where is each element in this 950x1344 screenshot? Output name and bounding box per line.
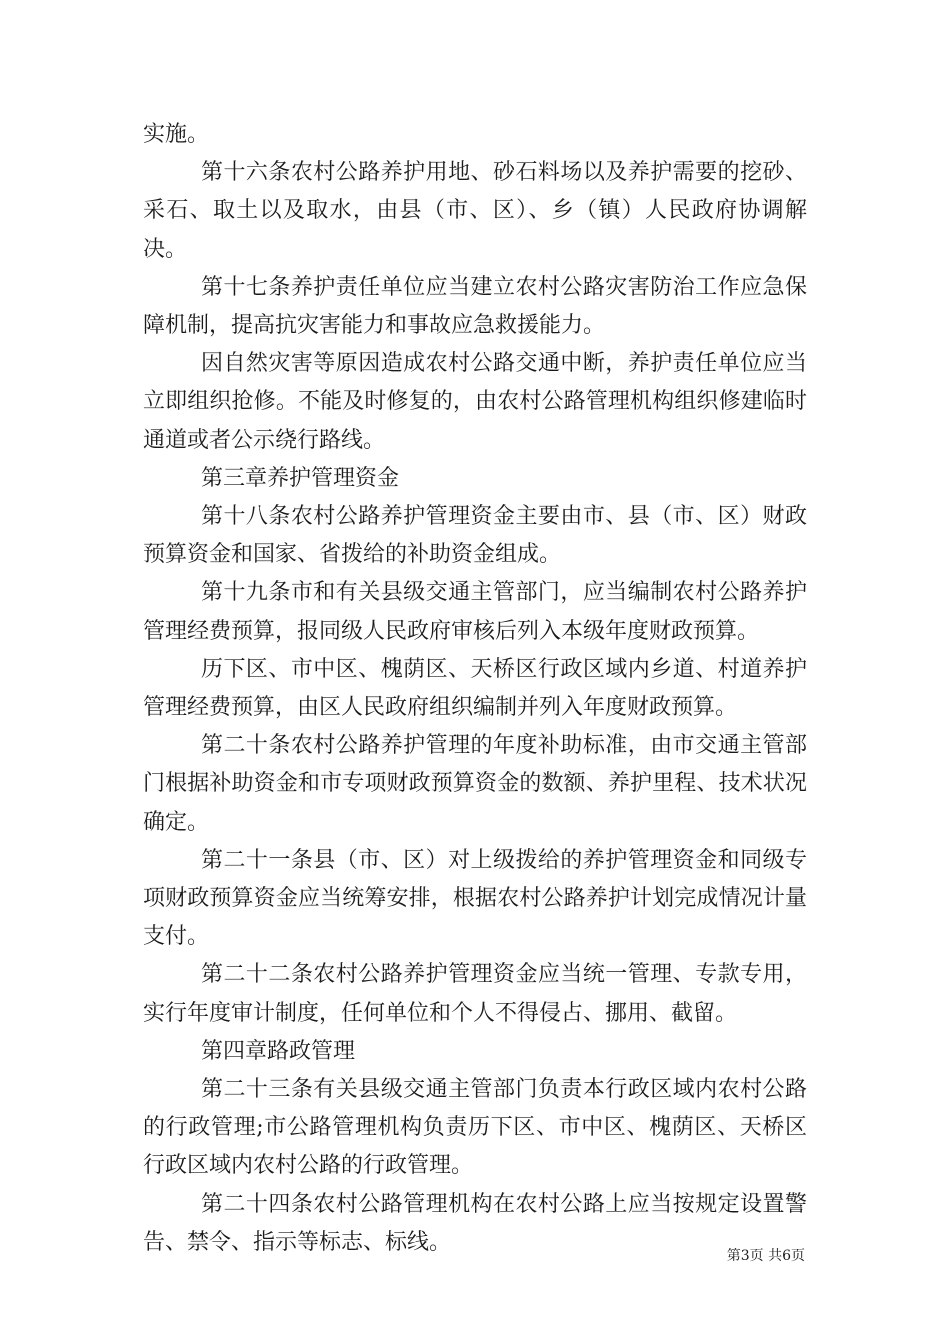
footer-prefix: 第 [726,1248,741,1264]
paragraph: 第十九条市和有关县级交通主管部门，应当编制农村公路养护管理经费预算，报同级人民政府审核后列入本级年度财政预算。 [143,580,807,644]
paragraph: 第十八条农村公路养护管理资金主要由市、县（市、区）财政预算资金和国家、省拨给的补助资金组成。 [143,504,807,568]
paragraph: 第二十四条农村公路管理机构在农村公路上应当按规定设置警告、禁令、指示等标志、标线。 [143,1191,807,1255]
footer-suffix: 页 [791,1248,805,1264]
paragraph: 第十七条养护责任单位应当建立农村公路灾害防治工作应急保障机制，提高抗灾害能力和事故应急救援能力。 [143,274,807,339]
total-pages-number: 6 [782,1248,791,1264]
chapter-heading: 第三章养护管理资金 [201,465,400,491]
paragraph: 实施。 [143,122,210,147]
paragraph: 第二十二条农村公路养护管理资金应当统一管理、专款专用，实行年度审计制度，任何单位和个人不得侵占、挪用、截留。 [143,962,807,1026]
page-number-footer [727,1247,805,1265]
paragraph: 历下区、市中区、槐荫区、天桥区行政区域内乡道、村道养护管理经费预算，由区人民政府组织编制并列入年度财政预算。 [143,656,807,721]
paragraph: 第十六条农村公路养护用地、砂石料场以及养护需要的挖砂、采石、取土以及取水，由县（市、区）、乡（镇）人民政府协调解决。 [143,160,807,262]
paragraph: 第二十三条有关县级交通主管部门负责本行政区域内农村公路的行政管理;市公路管理机构负责历下区、市中区、槐荫区、天桥区行政区域内农村公路的行政管理。 [143,1077,807,1179]
paragraph: 第二十一条县（市、区）对上级拨给的养护管理资金和同级专项财政预算资金应当统筹安排，根据农村公路养护计划完成情况计量支付。 [143,847,807,950]
document-body [143,116,807,1262]
chapter-heading: 第四章路政管理 [201,1038,356,1064]
footer-middle: 页 共 [749,1248,783,1264]
paragraph: 第二十条农村公路养护管理的年度补助标准，由市交通主管部门根据补助资金和市专项财政预算资金的数额、养护里程、技术状况确定。 [143,733,807,835]
current-page-number: 3 [740,1248,750,1264]
paragraph: 因自然灾害等原因造成农村公路交通中断，养护责任单位应当立即组织抢修。不能及时修复的，由农村公路管理机构组织修建临时通道或者公示绕行路线。 [143,351,807,453]
